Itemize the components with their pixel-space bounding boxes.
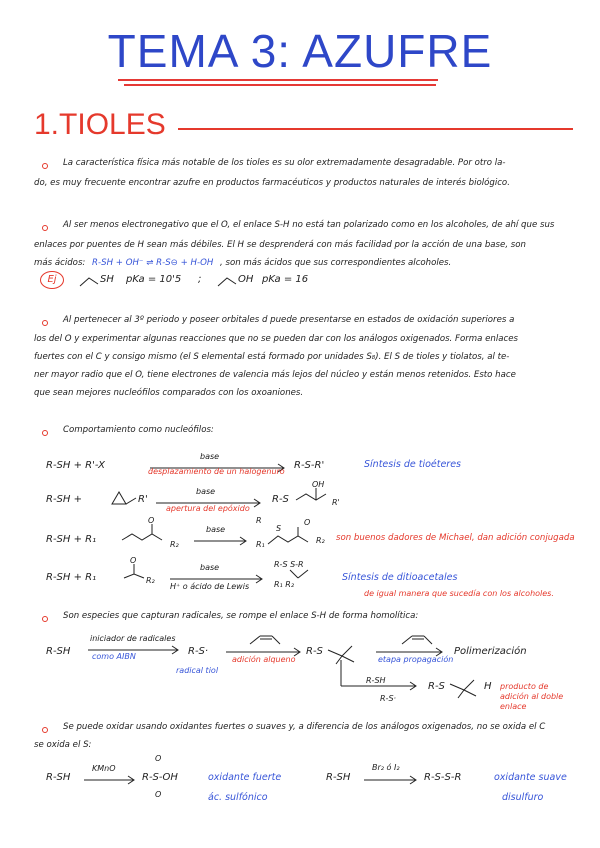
r5-initiator: iniciador de radicales	[90, 634, 176, 643]
r4-product-bottom: R₁ R₂	[274, 580, 295, 589]
r2-reagent: base	[196, 487, 216, 496]
r6-reagent: KMnO	[92, 764, 116, 773]
r7-product: R-S-S-R	[424, 772, 462, 783]
r6-note-2: ác. sulfónico	[208, 792, 268, 803]
r3-product-r2: R₂	[316, 536, 325, 545]
r5-polymerization: Polimerización	[454, 646, 527, 657]
r4-product-top: R-S S-R	[274, 560, 304, 569]
oxidation-line-1: Se puede oxidar usando oxidantes fuertes o suaves y, a diferencia de los análogos oxigenados, no se oxida el C	[63, 722, 546, 732]
paragraph-1-line-2: do, es muy frecuente encontrar azufre en productos farmacéuticos y productos naturales de interés biológico.	[34, 178, 510, 188]
r4-note-2: de igual manera que sucedía con los alcoholes.	[364, 589, 554, 598]
oxidation-line-2: se oxida el S:	[34, 740, 92, 750]
alkene-icon	[398, 630, 438, 648]
r3-reactants: R-SH + R₁	[46, 534, 97, 545]
example-label: Ej	[40, 271, 64, 289]
paragraph-2-line-3b: , son más ácidos que sus correspondientes alcoholes.	[220, 258, 452, 268]
title-underline-2	[124, 84, 436, 86]
r3-product-o: O	[304, 518, 311, 527]
r6-product: R-S-OH	[142, 772, 178, 783]
paragraph-2-line-2: enlaces por puentes de H sean más débiles. El H se desprenderá con más facilidad por la acción de una base, son	[34, 240, 526, 250]
r2-product: R-S	[272, 494, 289, 505]
paragraph-3-line-3: fuertes con el C y consigo mismo (el S elemental está formado por unidades S₈). El S de tioles y tiolatos, al te-	[34, 352, 510, 362]
paragraph-2-line-1: Al ser menos electronegativo que el O, el enlace S-H no está tan polarizado como en los alcoholes, de ahí que sus	[63, 220, 555, 230]
ej-separator: ;	[198, 274, 202, 285]
r6-oxygen-top: O	[155, 754, 162, 763]
r4-condition: H⁺ o ácido de Lewis	[170, 582, 250, 591]
r3-r2: R₂	[170, 540, 179, 549]
r1-condition: desplazamiento de un halogenuro	[148, 467, 285, 476]
nucleophile-heading: Comportamiento como nucleófilos:	[63, 425, 214, 435]
r2-reactants: R-SH +	[46, 494, 82, 505]
addition-product-icon	[448, 672, 484, 700]
r3-reagent: base	[206, 525, 226, 534]
paragraph-2-line-3a: más ácidos:	[34, 258, 86, 268]
r7-reagent: Br₂ ó I₂	[372, 763, 400, 772]
paragraph-1-line-1: La característica física más notable de los tioles es su olor extremadamente desagradable. Por otro la-	[63, 158, 506, 168]
ej-pka-2: pKa = 16	[262, 274, 309, 285]
reaction-arrow-icon	[194, 537, 252, 545]
r3-product-r: R	[256, 516, 262, 525]
enone-icon	[122, 522, 172, 546]
r5-thiyl-radical: R-S·	[188, 646, 209, 657]
reaction-arrow-icon	[84, 776, 140, 784]
branch-arrow-icon	[340, 660, 422, 690]
bullet-icon	[42, 616, 48, 622]
r2-r-group: R'	[138, 494, 148, 505]
r1-reagent: base	[200, 452, 220, 461]
r4-carbonyl-o: O	[130, 556, 137, 565]
r1-note: Síntesis de tioéteres	[364, 459, 462, 470]
r2-condition: apertura del epóxido	[166, 504, 250, 513]
r7-reactant: R-SH	[326, 772, 351, 783]
alkene-icon	[246, 630, 286, 648]
r5-adduct: R-S	[306, 646, 323, 657]
paragraph-2-line-3	[34, 254, 451, 272]
section-title: TIOLES	[59, 108, 166, 141]
bullet-icon	[42, 727, 48, 733]
r3-note: son buenos dadores de Michael, dan adición conjugada	[336, 533, 575, 543]
r1-reactants: R-SH + R'-X	[46, 460, 105, 471]
reaction-arrow-icon	[364, 776, 422, 784]
r4-reactants: R-SH + R₁	[46, 572, 97, 583]
r6-note-1: oxidante fuerte	[208, 772, 282, 783]
paragraph-3-line-4: ner mayor radio que el O, tiene electrones de valencia más lejos del núcleo y están menos retenidos. Esto hace	[34, 370, 516, 380]
section-heading	[34, 108, 166, 142]
r5-hydrogen: H	[484, 681, 492, 692]
r5-propagation-label: etapa propagación	[378, 655, 454, 664]
r5-rsh: R-SH	[366, 676, 386, 685]
r2-r-prime: R'	[332, 498, 340, 507]
r3-carbonyl-o: O	[148, 516, 155, 525]
r5-reactant: R-SH	[46, 646, 71, 657]
r2-oh: OH	[312, 480, 325, 489]
page-title: TEMA 3: AZUFRE	[107, 25, 493, 77]
r5-initiator-example: como AIBN	[92, 652, 136, 661]
paragraph-3-line-1: Al pertenecer al 3º periodo y poseer orbitales d puede presentarse en estados de oxidación superiores a	[63, 315, 515, 325]
r5-final-product: R-S	[428, 681, 445, 692]
section-number: 1.	[34, 108, 60, 141]
r7-note-1: oxidante suave	[494, 772, 567, 783]
r4-note-1: Síntesis de ditioacetales	[342, 572, 458, 583]
acid-base-equation: R-SH + OH⁻ ⇌ R-S⊖ + H-OH	[92, 258, 214, 268]
r6-reactant: R-SH	[46, 772, 71, 783]
bullet-icon	[42, 163, 48, 169]
bullet-icon	[42, 430, 48, 436]
bullet-icon	[42, 225, 48, 231]
radical-heading: Son especies que capturan radicales, se rompe el enlace S-H de forma homolítica:	[63, 611, 419, 621]
r4-r2: R₂	[146, 576, 155, 585]
r7-note-2: disulfuro	[502, 792, 544, 803]
r1-product: R-S-R'	[294, 460, 325, 471]
r5-alkene-label: adición alqueno	[232, 655, 296, 664]
r6-oxygen-bottom: O	[155, 790, 162, 799]
r5-radical-label: radical tiol	[176, 666, 219, 675]
bullet-icon	[42, 320, 48, 326]
ej-pka-1: pKa = 10'5	[126, 274, 182, 285]
r4-reagent: base	[200, 563, 220, 572]
paragraph-3-line-2: los del O y experimentar algunas reacciones que no se pueden dar con los análogos oxigenados. Forma enlaces	[34, 334, 519, 344]
ej-sh: SH	[100, 274, 114, 285]
title-underline	[118, 79, 438, 81]
section-rule	[178, 128, 573, 130]
r3-product-r1: R₁	[256, 540, 265, 549]
r5-rs-radical: R-S·	[380, 694, 397, 703]
ej-oh: OH	[238, 274, 254, 285]
r5-note: producto de adición al doble enlace	[500, 682, 564, 711]
paragraph-3-line-5: que sean mejores nucleófilos comparados con los oxoaniones.	[34, 388, 304, 398]
r3-product-s: S	[276, 524, 282, 533]
